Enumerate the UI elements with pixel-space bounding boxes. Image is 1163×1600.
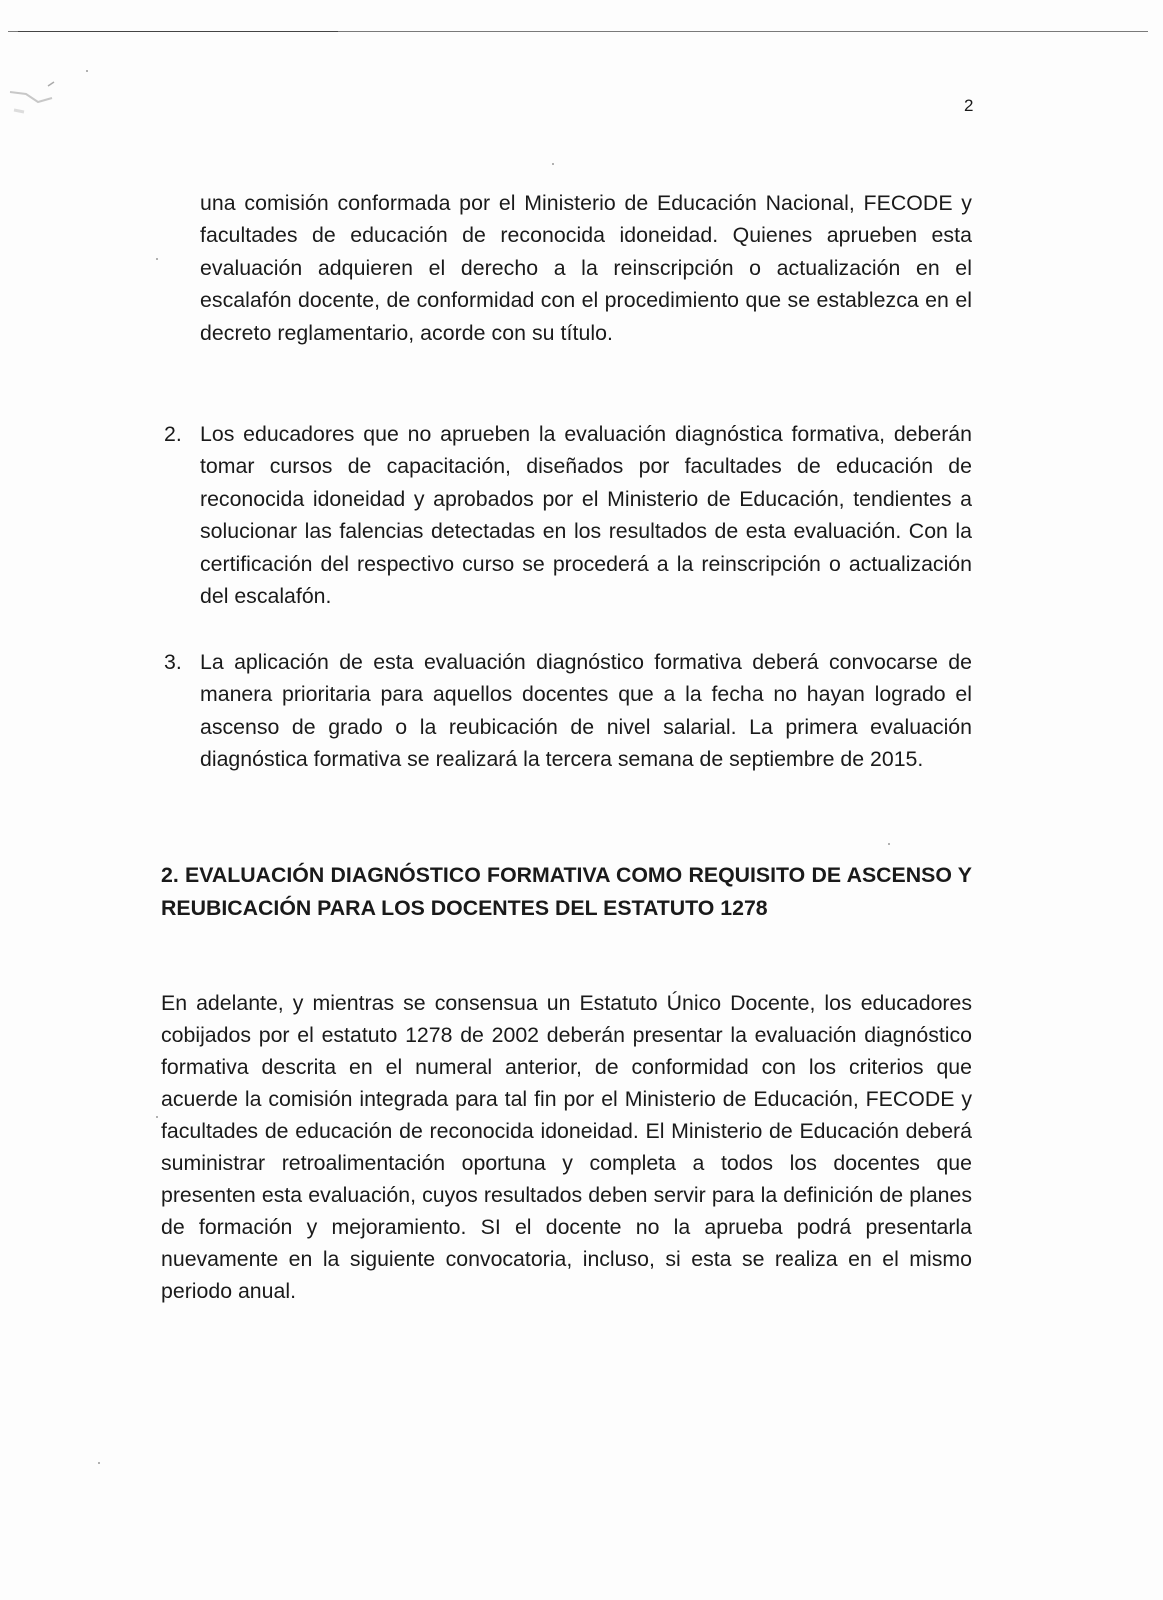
scan-speck xyxy=(552,163,554,165)
section-heading: 2. EVALUACIÓN DIAGNÓSTICO FORMATIVA COMO REQUISITO DE ASCENSO Y REUBICACIÓN PARA LOS DOCENTES DEL ESTATUTO 1278 xyxy=(161,863,972,920)
list-item xyxy=(164,418,972,612)
section-body-paragraph: En adelante, y mientras se consensua un Estatuto Único Docente, los educadores cobijados por el estatuto 1278 de 2002 deberán presentar la evaluación diagnóstico formativa descrita en el numeral anterior, de conformidad con los criterios que acuerde la comisión integrada para tal fin por el Ministerio de Educación, FECODE y facultades de educación de reconocida idoneidad. El Ministerio de Educación deberá suministrar retroalimentación oportuna y completa a todos los docentes que presenten esta evaluación, cuyos resultados deben servir para la definición de planes de formación y mejoramiento. SI el docente no la aprueba podrá presentarla nuevamente en la siguiente convocatoria, incluso, si esta se realiza en el mismo periodo anual. xyxy=(161,991,972,1303)
scan-speck xyxy=(86,70,88,72)
scan-speck xyxy=(156,258,158,260)
scan-speck xyxy=(888,843,890,845)
scan-smudge xyxy=(8,80,66,120)
page-number: 2 xyxy=(964,96,974,115)
list-item xyxy=(164,646,972,776)
list-item-number: 3. xyxy=(164,650,182,674)
top-scan-rule-dark xyxy=(18,31,338,32)
intro-paragraph xyxy=(200,187,972,349)
intro-paragraph-text: una comisión conformada por el Ministerio de Educación Nacional, FECODE y facultades de educación de reconocida idoneidad. Quienes aprueben esta evaluación adquieren el derecho a la reinscripción o actualización en el escalafón docente, de conformidad con el procedimiento que se establezca en el decreto reglamentario, acorde con su título. xyxy=(200,191,972,345)
scan-speck xyxy=(98,1462,100,1464)
list-item-text: La aplicación de esta evaluación diagnóstico formativa deberá convocarse de manera prioritaria para aquellos docentes que a la fecha no hayan logrado el ascenso de grado o la reubicación de nivel salarial. La primera evaluación diagnóstica formativa se realizará la tercera semana de septiembre de 2015. xyxy=(200,650,972,772)
list-item-text: Los educadores que no aprueben la evaluación diagnóstica formativa, deberán tomar cursos de capacitación, diseñados por facultades de educación de reconocida idoneidad y aprobados por el Ministerio de Educación, tendientes a solucionar las falencias detectadas en los resultados de esta evaluación. Con la certificación del respectivo curso se procederá a la reinscripción o actualización del escalafón. xyxy=(200,422,972,609)
list-item-number: 2. xyxy=(164,422,182,446)
scan-speck xyxy=(156,1116,158,1118)
